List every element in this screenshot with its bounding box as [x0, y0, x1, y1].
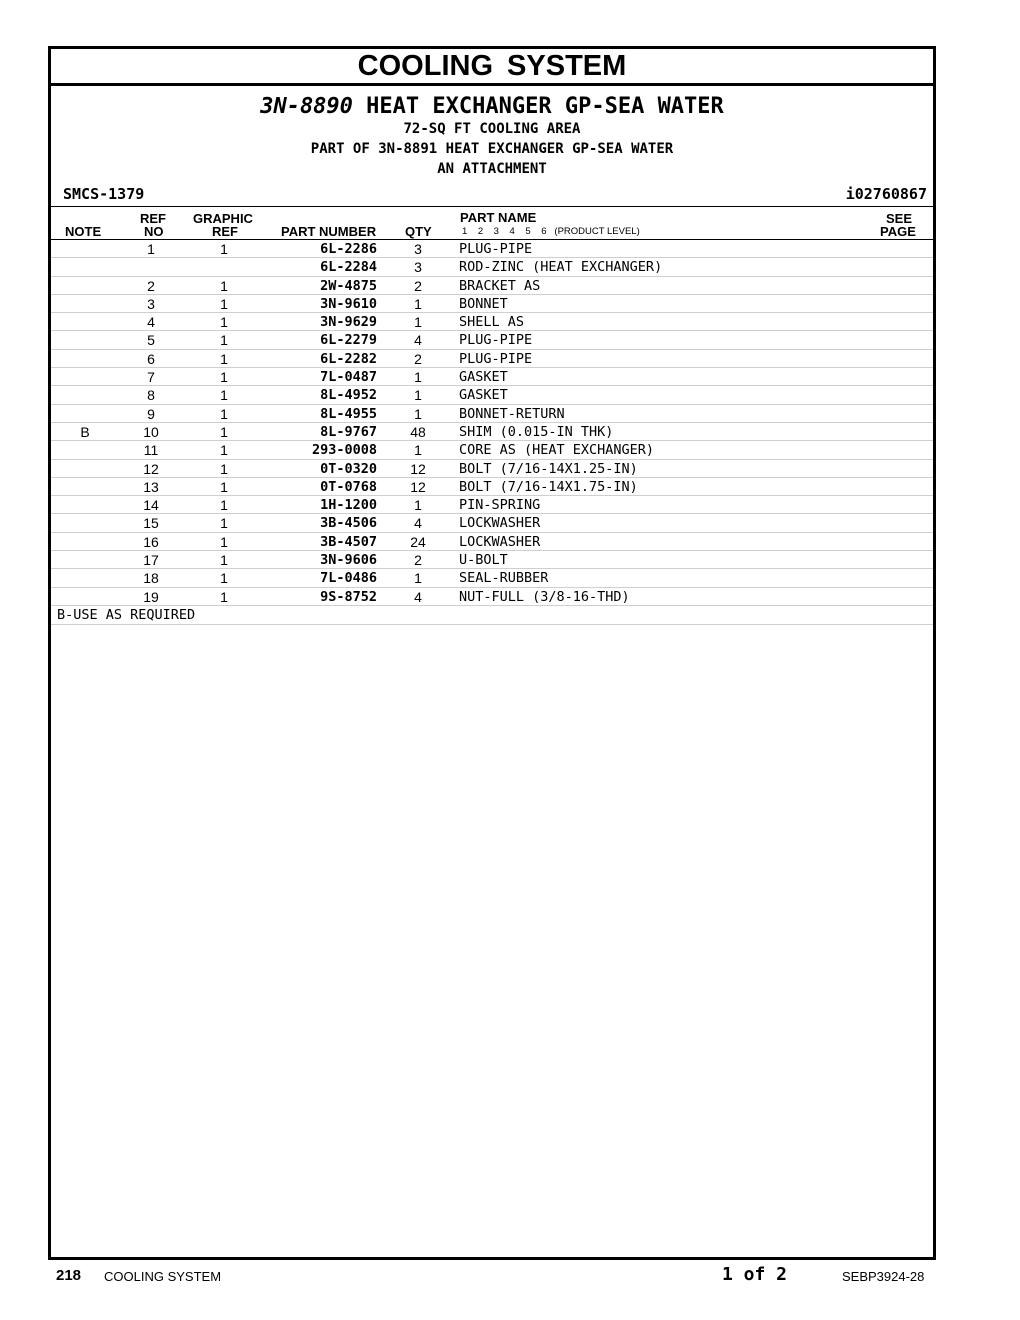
row-part-number: 3N-9629	[320, 314, 377, 331]
table-row	[51, 514, 933, 532]
row-part-number: 3B-4507	[320, 533, 377, 550]
footer-section: COOLING SYSTEM	[104, 1269, 222, 1284]
group-name: HEAT EXCHANGER GP-SEA WATER	[366, 94, 724, 119]
row-part-number: 0T-0320	[320, 460, 377, 477]
row-graphic-ref: 1	[220, 533, 228, 550]
page-number: 218	[56, 1267, 82, 1284]
row-ref-no: 10	[143, 423, 159, 440]
header-graphic-top: GRAPHIC	[193, 211, 253, 226]
row-graphic-ref: 1	[220, 314, 228, 331]
row-ref-no: 1	[147, 241, 155, 257]
table-row	[51, 386, 933, 404]
row-qty: 4	[414, 588, 422, 605]
table-row	[51, 368, 933, 386]
row-graphic-ref: 1	[220, 405, 228, 422]
row-part-name: PLUG-PIPE	[459, 350, 533, 367]
row-graphic-ref: 1	[220, 350, 228, 367]
row-graphic-ref: 1	[220, 295, 228, 312]
table-row	[51, 551, 933, 569]
row-part-name: GASKET	[459, 387, 508, 404]
parts-table-body	[51, 240, 933, 606]
row-graphic-ref: 1	[220, 478, 228, 495]
row-ref-no: 4	[147, 314, 155, 331]
row-part-number: 1H-1200	[320, 497, 377, 514]
footnote: B-USE AS REQUIRED	[51, 606, 933, 625]
smcs-code: SMCS-1379	[63, 185, 145, 203]
header-qty: QTY	[405, 224, 432, 239]
row-part-number: 2W-4875	[320, 277, 377, 294]
row-ref-no: 2	[147, 277, 155, 294]
row-ref-no: 19	[143, 588, 159, 605]
header-product-level: 1 2 3 4 5 6 (PRODUCT LEVEL)	[462, 226, 640, 237]
row-graphic-ref: 1	[220, 332, 228, 349]
row-graphic-ref: 1	[220, 423, 228, 440]
row-qty: 1	[414, 387, 422, 404]
row-part-number: 8L-4952	[320, 387, 377, 404]
row-graphic-ref: 1	[220, 369, 228, 386]
row-ref-no: 9	[147, 405, 155, 422]
header-note: NOTE	[65, 224, 102, 239]
parts-sheet	[48, 46, 936, 1260]
group-subtitle-2: PART OF 3N-8891 HEAT EXCHANGER GP-SEA WATER	[310, 141, 674, 157]
row-graphic-ref: 1	[220, 460, 228, 477]
table-row	[51, 277, 933, 295]
row-qty: 12	[410, 478, 426, 495]
row-ref-no: 6	[147, 350, 155, 367]
row-ref-no: 13	[143, 478, 159, 495]
row-qty: 3	[414, 259, 422, 276]
table-row	[51, 240, 933, 258]
row-graphic-ref: 1	[220, 570, 228, 587]
row-part-name: BONNET	[459, 295, 508, 312]
table-row	[51, 569, 933, 587]
table-row	[51, 478, 933, 496]
row-part-number: 7L-0486	[320, 570, 377, 587]
row-part-name: CORE AS (HEAT EXCHANGER)	[459, 442, 655, 459]
row-ref-no: 17	[143, 552, 159, 569]
row-ref-no: 3	[147, 295, 155, 312]
row-qty: 1	[414, 369, 422, 386]
header-see-bottom: PAGE	[880, 224, 916, 239]
row-part-name: BONNET-RETURN	[459, 405, 565, 422]
row-ref-no: 18	[143, 570, 159, 587]
table-row	[51, 423, 933, 441]
row-graphic-ref: 1	[220, 497, 228, 514]
row-part-name: U-BOLT	[459, 552, 508, 569]
header-part-name: PART NAME	[460, 210, 537, 225]
row-part-number: 6L-2284	[320, 259, 377, 276]
table-row	[51, 258, 933, 276]
row-graphic-ref: 1	[220, 552, 228, 569]
row-part-number: 6L-2279	[320, 332, 377, 349]
group-number: 3N-8890	[260, 94, 353, 119]
row-part-number: 3B-4506	[320, 515, 377, 532]
row-graphic-ref: 1	[220, 515, 228, 532]
row-graphic-ref: 1	[220, 442, 228, 459]
header-graphic-bottom: REF	[212, 224, 238, 239]
row-part-name: BRACKET AS	[459, 277, 541, 294]
row-ref-no: 11	[143, 442, 159, 459]
table-row	[51, 295, 933, 313]
table-row	[51, 441, 933, 459]
row-qty: 1	[414, 442, 422, 459]
row-qty: 1	[414, 570, 422, 587]
document-number: SEBP3924-28	[842, 1269, 925, 1284]
row-qty: 2	[414, 552, 422, 569]
row-qty: 1	[414, 295, 422, 312]
table-row	[51, 350, 933, 368]
table-row	[51, 533, 933, 551]
row-note: B	[80, 423, 90, 440]
row-part-number: 6L-2282	[320, 350, 377, 367]
row-part-name: ROD-ZINC (HEAT EXCHANGER)	[459, 259, 663, 276]
row-qty: 24	[410, 533, 426, 550]
row-part-number: 293-0008	[311, 442, 377, 459]
page-of: 1 of 2	[722, 1264, 788, 1285]
row-part-name: PIN-SPRING	[459, 497, 541, 514]
row-ref-no: 15	[143, 515, 159, 532]
header-ref-bottom: NO	[144, 224, 164, 239]
table-row	[51, 588, 933, 606]
group-subtitle-1: 72-SQ FT COOLING AREA	[403, 121, 581, 137]
table-row	[51, 460, 933, 478]
row-qty: 1	[414, 314, 422, 331]
row-graphic-ref: 1	[220, 277, 228, 294]
row-qty: 1	[414, 497, 422, 514]
row-part-number: 0T-0768	[320, 478, 377, 495]
row-graphic-ref: 1	[220, 588, 228, 605]
row-ref-no: 7	[147, 369, 155, 386]
group-title	[51, 95, 933, 119]
row-qty: 2	[414, 350, 422, 367]
row-part-name: BOLT (7/16-14X1.75-IN)	[459, 478, 638, 495]
row-qty: 4	[414, 332, 422, 349]
row-ref-no: 5	[147, 332, 155, 349]
row-part-name: LOCKWASHER	[459, 515, 541, 532]
group-subtitle-3: AN ATTACHMENT	[437, 161, 547, 177]
row-ref-no: 14	[143, 497, 159, 514]
meta-line	[51, 184, 933, 207]
row-part-name: SHELL AS	[459, 314, 525, 331]
row-part-name: NUT-FULL (3/8-16-THD)	[459, 588, 630, 605]
table-row	[51, 331, 933, 349]
illustration-id: i02760867	[845, 185, 927, 203]
row-part-name: GASKET	[459, 369, 508, 386]
row-part-name: SEAL-RUBBER	[459, 570, 549, 587]
row-qty: 3	[414, 241, 422, 257]
system-title: COOLING SYSTEM	[51, 49, 933, 86]
header-part-number: PART NUMBER	[281, 224, 377, 239]
table-row	[51, 405, 933, 423]
row-part-number: 8L-4955	[320, 405, 377, 422]
row-part-name: PLUG-PIPE	[459, 241, 533, 257]
row-part-number: 9S-8752	[320, 588, 377, 605]
row-qty: 2	[414, 277, 422, 294]
row-qty: 1	[414, 405, 422, 422]
row-ref-no: 8	[147, 387, 155, 404]
row-part-number: 8L-9767	[320, 423, 377, 440]
row-qty: 12	[410, 460, 426, 477]
header-ref-top: REF	[140, 211, 166, 226]
row-qty: 4	[414, 515, 422, 532]
row-part-name: PLUG-PIPE	[459, 332, 533, 349]
row-ref-no: 16	[143, 533, 159, 550]
row-qty: 48	[410, 423, 426, 440]
table-header	[51, 207, 933, 240]
page-footer	[0, 1264, 1020, 1288]
row-part-number: 6L-2286	[320, 241, 377, 257]
row-part-name: BOLT (7/16-14X1.25-IN)	[459, 460, 638, 477]
row-part-name: LOCKWASHER	[459, 533, 541, 550]
table-row	[51, 313, 933, 331]
row-graphic-ref: 1	[220, 241, 228, 257]
row-part-number: 3N-9610	[320, 295, 377, 312]
header-see-top: SEE	[886, 211, 913, 226]
row-part-name: SHIM (0.015-IN THK)	[459, 423, 614, 440]
row-graphic-ref: 1	[220, 387, 228, 404]
row-part-number: 3N-9606	[320, 552, 377, 569]
row-ref-no: 12	[143, 460, 159, 477]
table-row	[51, 496, 933, 514]
row-part-number: 7L-0487	[320, 369, 377, 386]
